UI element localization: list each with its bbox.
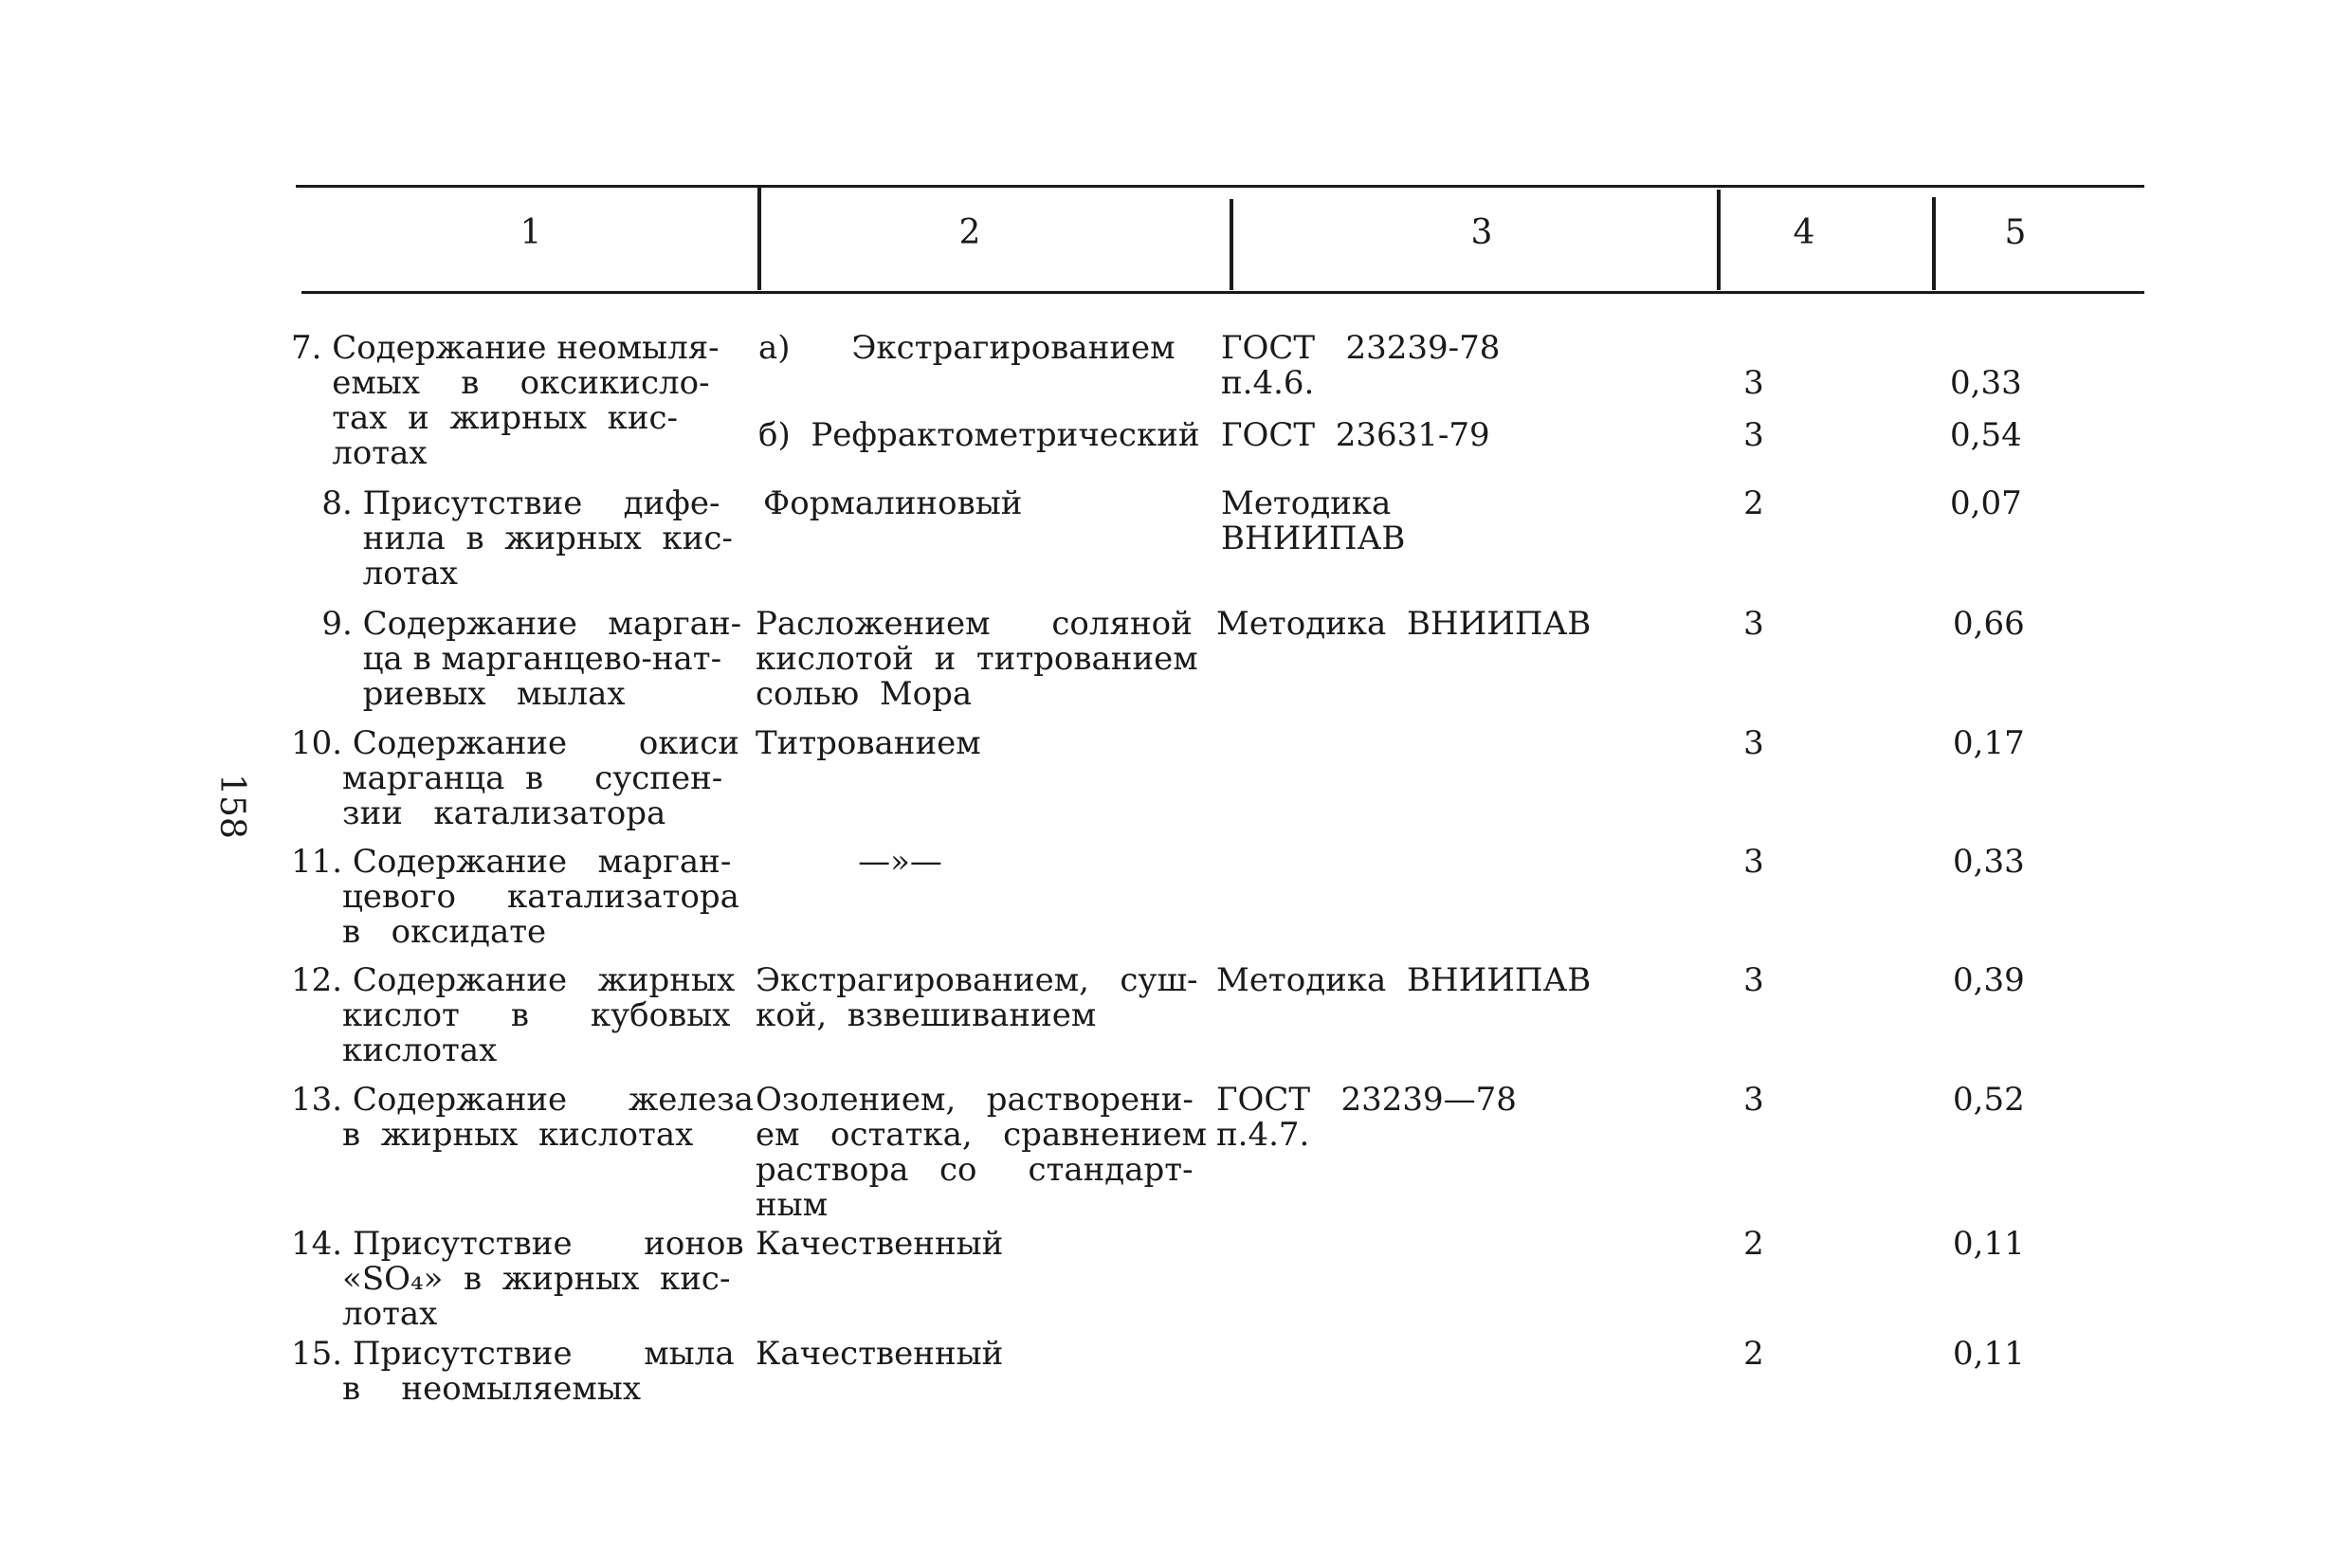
table-row-cell: 12. Содержание жирных кислот в кубовых кислотах	[291, 961, 736, 1069]
table-row-cell: 11. Содержание марган- цевого катализатора в оксидате	[291, 843, 739, 951]
table-row-cell: а) Экстрагированием	[758, 329, 1176, 367]
table-row-cell: 10. Содержание окиси марганца в суспен- зии катализатора	[291, 724, 739, 832]
table-row-cell: Методика ВНИИПАВ	[1216, 961, 1592, 999]
table-row-cell: ГОСТ 23239-78 п.4.6.	[1221, 329, 1501, 402]
table-row-cell: —»—	[756, 843, 942, 881]
table-row-cell: Методика ВНИИПАВ	[1221, 484, 1406, 557]
table-row-cell: 15. Присутствие мыла в неомыляемых	[291, 1335, 735, 1408]
table-row-cell: 0,54	[1950, 416, 2022, 454]
table-row-cell: 3	[1743, 416, 1764, 454]
table-row-cell: Титрованием	[756, 724, 981, 762]
table-row-cell: 2	[1743, 1335, 1764, 1373]
table-row-cell: 8. Присутствие дифе- нила в жирных кис- лотах	[321, 484, 733, 593]
table-row-cell: 0,17	[1953, 724, 2025, 762]
table-row-cell: 14. Присутствие ионов «SO₄» в жирных кис- лотах	[291, 1225, 744, 1333]
table-row-cell: 0,11	[1953, 1335, 2025, 1373]
table-row-cell: 2	[1743, 1225, 1764, 1263]
table-row-cell: 7. Содержание неомыля- емых в оксикисло- тах и жирных кис- лотах	[291, 329, 720, 472]
table-row-cell: Качественный	[756, 1335, 1004, 1373]
header-col-1: 1	[519, 213, 542, 252]
table-row-cell: 9. Содержание марган- ца в марганцево-нат- риевых мылах	[321, 605, 742, 713]
table-row-cell: Озолением, растворени- ем остатка, сравнением раствора со стандарт- ным	[756, 1081, 1208, 1224]
column-divider	[1717, 190, 1721, 290]
table-row-cell: Экстрагированием, суш- кой, взвешиванием	[756, 961, 1198, 1034]
table-row-cell: 0,66	[1953, 605, 2025, 643]
table-row-cell: 0,52	[1953, 1081, 2025, 1119]
header-col-3: 3	[1470, 213, 1493, 252]
header-col-5: 5	[2004, 213, 2027, 252]
table-row-cell: 0,33	[1953, 843, 2025, 881]
header-col-4: 4	[1793, 213, 1815, 252]
page-number: 158	[211, 774, 251, 839]
table-row-cell: 3	[1743, 724, 1764, 762]
column-divider	[1230, 199, 1233, 290]
table-row-cell: Методика ВНИИПАВ	[1216, 605, 1592, 643]
table-row-cell: ГОСТ 23239—78 п.4.7.	[1216, 1081, 1517, 1154]
table-row-cell: 3	[1743, 1081, 1764, 1119]
table-row-cell: ГОСТ 23631-79	[1221, 416, 1490, 454]
header-col-2: 2	[958, 213, 981, 252]
table-row-cell: б) Рефрактометрический	[758, 416, 1200, 454]
table-row-cell: 0,07	[1950, 484, 2022, 522]
table-row-cell: Формалиновый	[763, 484, 1023, 522]
table-row-cell: Расложением соляной кислотой и титрованием солью Мора	[756, 605, 1198, 713]
table-row-cell: 0,33	[1950, 364, 2022, 402]
table-row-cell: 0,11	[1953, 1225, 2025, 1263]
table-row-cell: 0,39	[1953, 961, 2025, 999]
table-row-cell: 13. Содержание железа в жирных кислотах	[291, 1081, 754, 1154]
table-row-cell: 3	[1743, 961, 1764, 999]
table-top-rule	[296, 185, 2144, 188]
column-divider	[757, 188, 761, 290]
table-row-cell: 3	[1743, 364, 1764, 402]
table-row-cell: 3	[1743, 843, 1764, 881]
table-header-rule	[301, 291, 2144, 294]
table-row-cell: 2	[1743, 484, 1764, 522]
table-row-cell: 3	[1743, 605, 1764, 643]
table-row-cell: Качественный	[756, 1225, 1004, 1263]
column-divider	[1932, 197, 1936, 290]
